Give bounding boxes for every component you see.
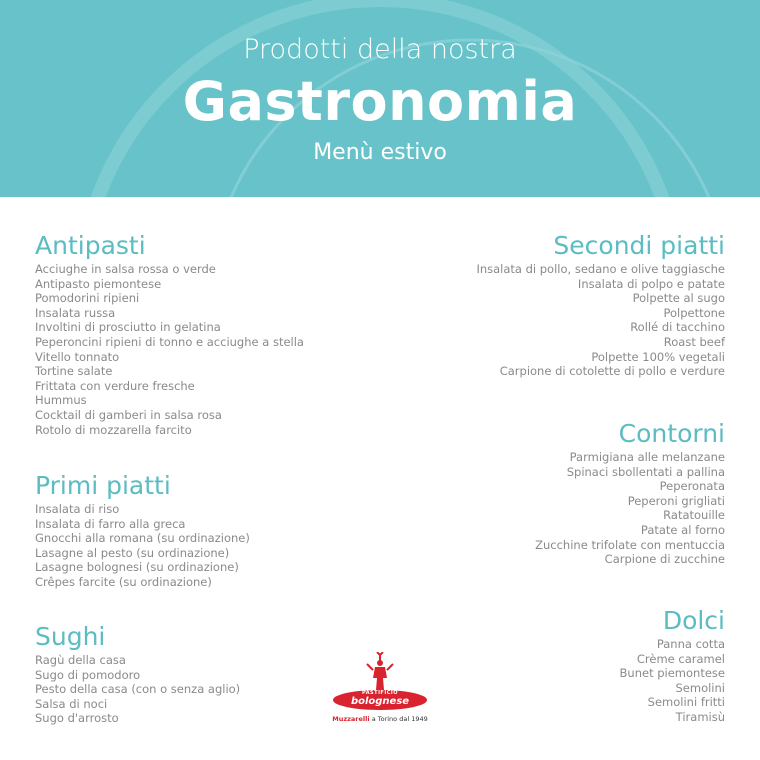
list-item: Ratatouille — [663, 508, 725, 523]
list-item: Pomodorini ripieni — [35, 291, 140, 306]
section-dolci — [385, 607, 725, 725]
list-item: Frittata con verdure fresche — [35, 378, 195, 393]
brand-logo — [325, 650, 435, 730]
header-pretitle: Prodotti della nostra — [243, 34, 517, 65]
list-item: Polpette 100% vegetali — [591, 349, 725, 364]
logo-brand-text: bolognese — [350, 696, 410, 707]
list-item: Roast beef — [663, 334, 725, 349]
list-item: Tiramisù — [675, 709, 725, 724]
section-sughi — [35, 623, 375, 726]
list-secondi — [385, 262, 725, 379]
list-item: Tortine salate — [35, 364, 113, 379]
list-item: Crêpes farcite (su ordinazione) — [35, 574, 212, 589]
section-antipasti — [35, 232, 375, 437]
list-contorni — [385, 450, 725, 567]
list-item: Rotolo di mozzarella farcito — [35, 422, 192, 437]
list-item: Gnocchi alla romana (su ordinazione) — [35, 531, 250, 546]
logo-tagline-name: Muzzarelli — [332, 715, 370, 723]
list-item: Salsa di noci — [35, 696, 108, 711]
list-item: Semolini fritti — [647, 695, 725, 710]
list-item: Involtini di prosciutto in gelatina — [35, 320, 221, 335]
section-title-contorni: Contorni — [618, 419, 725, 448]
list-item: Pesto della casa (con o senza aglio) — [35, 682, 241, 697]
list-item: Ragù della casa — [35, 653, 126, 667]
list-item: Antipasto piemontese — [35, 276, 162, 291]
list-item: Carpione di cotolette di pollo e verdure — [499, 364, 725, 379]
list-item: Crème caramel — [636, 651, 725, 666]
logo-tagline-rest: a Torino dal 1949 — [371, 715, 428, 723]
list-item: Spinaci sbollentati a pallina — [566, 464, 725, 479]
header-banner — [0, 0, 760, 197]
list-item: Bunet piemontese — [619, 666, 725, 681]
menu-subtitle: Menù estivo — [313, 140, 447, 165]
list-item: Lasagne al pesto (su ordinazione) — [35, 545, 230, 560]
list-item: Cocktail di gamberi in salsa rosa — [35, 407, 222, 422]
list-item: Vitello tonnato — [35, 349, 120, 364]
list-item: Panna cotta — [656, 637, 725, 651]
list-item: Insalata di polpo e patate — [577, 276, 725, 291]
list-item: Acciughe in salsa rossa o verde — [35, 262, 216, 276]
section-title-antipasti: Antipasti — [35, 231, 146, 260]
list-item: Insalata russa — [35, 305, 116, 320]
list-item: Peperonata — [659, 479, 725, 494]
list-item: Lasagne bolognesi (su ordinazione) — [35, 560, 239, 575]
list-item: Polpette al sugo — [632, 291, 725, 306]
section-title-sughi: Sughi — [35, 622, 106, 651]
list-item: Insalata di farro alla greca — [35, 516, 186, 531]
page-title: Gastronomia — [182, 70, 578, 133]
list-item: Sugo di pomodoro — [35, 667, 141, 682]
list-item: Polpettone — [663, 305, 725, 320]
list-item: Insalata di riso — [35, 502, 120, 516]
list-item: Zucchine trifolate con mentuccia — [535, 537, 725, 552]
list-antipasti — [35, 262, 375, 437]
section-title-secondi: Secondi piatti — [553, 231, 725, 260]
list-item: Hummus — [35, 393, 87, 408]
list-item: Carpione di zucchine — [604, 552, 725, 567]
list-item: Parmigiana alle melanzane — [569, 450, 725, 464]
section-title-primi: Primi piatti — [35, 471, 171, 500]
section-contorni — [385, 420, 725, 567]
list-item: Insalata di pollo, sedano e olive taggiasche — [476, 262, 725, 276]
logo-pastificio-text: PASTIFICIO — [361, 690, 398, 696]
list-dolci — [385, 637, 725, 725]
list-item: Peperoncini ripieni di tonno e acciughe a stella — [35, 334, 304, 349]
section-primi-piatti — [35, 472, 375, 590]
list-item: Patate al forno — [640, 522, 725, 537]
logo-tagline — [319, 715, 441, 723]
section-title-dolci: Dolci — [662, 606, 725, 635]
list-item: Sugo d'arrosto — [35, 711, 119, 726]
section-secondi-piatti — [385, 232, 725, 379]
list-item: Rollé di tacchino — [630, 320, 725, 335]
statue-icon — [363, 652, 397, 694]
list-item: Peperoni grigliati — [627, 493, 725, 508]
list-primi — [35, 502, 375, 590]
list-item: Semolini — [675, 680, 725, 695]
